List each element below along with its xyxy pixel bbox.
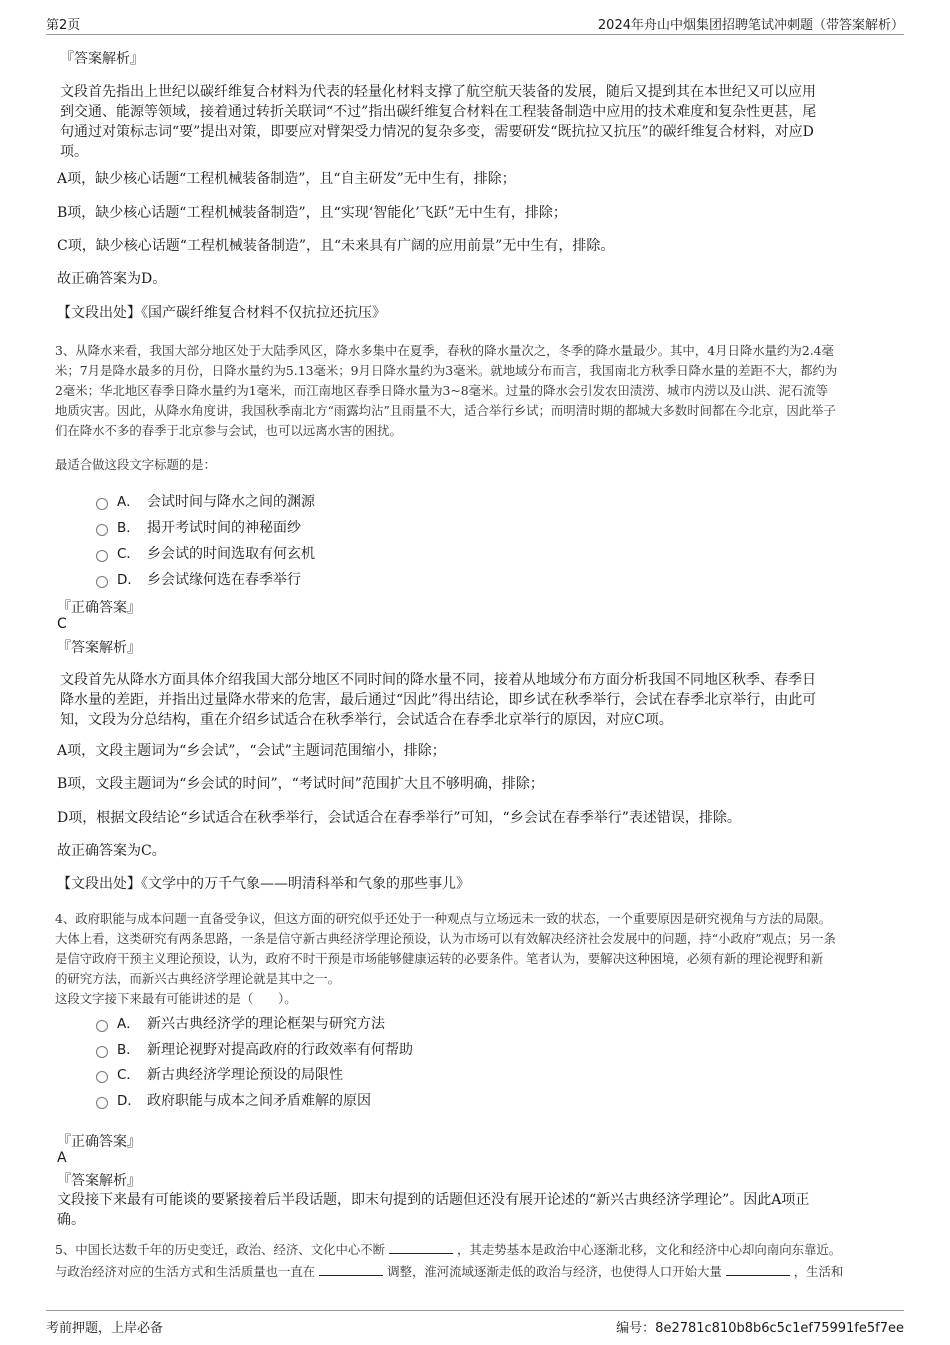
page-header [46, 12, 904, 35]
question-3-option-d[interactable]: D． 乡会试缘何选在春季举行 [96, 568, 301, 588]
passage-source: 【文段出处】《文学中的万千气象——明清科举和气象的那些事儿》 [57, 876, 470, 892]
correct-answer: C [57, 616, 67, 632]
question-5-line-2: 与政治经济对应的生活方式和生活质量也一直在 调整，淮河流域逐渐走低的政治与经济，也使得人口开始大量 ，生活和 [55, 1264, 844, 1279]
analysis-point: A项，文段主题词为“乡会试”，“会试”主题词范围缩小，排除； [57, 743, 446, 759]
footer-slogan: 考前押题，上岸必备 [46, 1321, 164, 1336]
question-5-line-1: 5、中国长达数千年的历史变迁，政治、经济、文化中心不断 ，其走势基本是政治中心逐渐北移，文化和经济中心却向南向东靠近。 [55, 1242, 842, 1257]
document-title: 2024年舟山中烟集团招聘笔试冲刺题（带答案解析） [597, 18, 904, 33]
fill-blank[interactable] [319, 1263, 383, 1276]
correct-answer: A [57, 1150, 67, 1166]
radio-icon[interactable] [96, 1071, 108, 1083]
analysis-point: C项，缺少核心话题“工程机械装备制造”，且“未来具有广阔的应用前景”无中生有，排除。 [57, 238, 615, 254]
fill-blank[interactable] [389, 1241, 453, 1254]
analysis-text: 文段接下来最有可能谈的要紧接着后半段话题，即末句提到的话题但还没有展开论述的“新兴古典经济学理论”。因此A项正 确。 [57, 1192, 810, 1228]
answer-tag: 『正确答案』 [57, 1134, 141, 1150]
question-4-option-b[interactable]: B． 新理论视野对提高政府的行政效率有何帮助 [96, 1038, 413, 1058]
analysis-point: B项，文段主题词为“乡会试的时间”，“考试时间”范围扩大且不够明确，排除； [57, 776, 544, 792]
radio-icon[interactable] [96, 576, 108, 588]
question-4-option-a[interactable]: A． 新兴古典经济学的理论框架与研究方法 [96, 1012, 385, 1032]
analysis-point: B项，缺少核心话题“工程机械装备制造”，且“实现‘智能化’飞跃”无中生有，排除； [57, 205, 567, 221]
question-3-option-a[interactable]: A． 会试时间与降水之间的渊源 [96, 490, 315, 510]
question-3-option-c[interactable]: C． 乡会试的时间选取有何玄机 [96, 542, 315, 562]
radio-icon[interactable] [96, 1046, 108, 1058]
analysis-tag: 『答案解析』 [60, 51, 144, 67]
question-3-prompt: 最适合做这段文字标题的是： [55, 457, 217, 472]
radio-icon[interactable] [96, 524, 108, 536]
question-4-option-d[interactable]: D． 政府职能与成本之间矛盾难解的原因 [96, 1089, 371, 1109]
analysis-text: 文段首先从降水方面具体介绍我国大部分地区不同时间的降水量不同，接着从地域分布方面分析我国不同地区秋季、春季日 降水量的差距，并指出过量降水带来的危害，最后通过“因此”得出结论，即乡试在秋季举行，会试在春季北京举行，由此可 知，文段为分总结构，重在介绍乡试适合在秋季举行，会试适合在春季北京举行的原因，对应C项。 [60, 672, 817, 728]
page-number: 第2页 [46, 18, 81, 33]
analysis-point: A项，缺少核心话题“工程机械装备制造”，且“自主研发”无中生有，排除； [57, 171, 516, 187]
passage-source: 【文段出处】《国产碳纤维复合材料不仅抗拉还抗压》 [57, 305, 386, 321]
question-3-stem: 3、从降水来看，我国大部分地区处于大陆季风区，降水多集中在夏季，春秋的降水量次之，冬季的降水量最少。其中，4月日降水量约为2.4毫 米；7月是降水最多的月份，日降水量约为5.13毫米；9月日降水量约为3毫米。就地域分布而言，我国南北方秋季日降水量的差距不大，都约为 2毫米；华北地区春季日降水量约为1毫米，而江南地区春季日降水量为3~8毫米。过量的降水会引发农田渍涝、城市内涝以及山洪、泥石流等 地质灾害。因此，从降水角度讲，我国秋季南北方“雨露均沾”且雨量不大，适合举行乡试；而明清时期的都城大多数时间都在今北京，因此举子 们在降水不多的春季于北京参与会试，也可以远离水害的困扰。 [55, 343, 838, 438]
question-4-option-c[interactable]: C． 新古典经济学理论预设的局限性 [96, 1063, 343, 1083]
analysis-tag: 『答案解析』 [57, 1173, 141, 1189]
page-footer [46, 1310, 904, 1337]
answer-conclusion: 故正确答案为D。 [57, 271, 167, 287]
radio-icon[interactable] [96, 498, 108, 510]
radio-icon[interactable] [96, 1097, 108, 1109]
document-code: 编号：8e2781c810b8b6c5c1ef75991fe5f7ee [616, 1321, 904, 1336]
analysis-text: 文段首先指出上世纪以碳纤维复合材料为代表的轻量化材料支撑了航空航天装备的发展，随后又提到其在本世纪又可以应用 到交通、能源等领域，接着通过转折关联词“不过”指出碳纤维复合材料在工程装备制造中应用的技术难度和复杂性更甚，尾 句通过对策标志词“要”提出对策，即要应对臂架受力情况的复杂多变，需要研发“既抗拉又抗压”的碳纤维复合材料，对应D 项。 [60, 84, 817, 160]
radio-icon[interactable] [96, 1020, 108, 1032]
analysis-tag: 『答案解析』 [57, 640, 141, 656]
analysis-point: D项，根据文段结论“乡试适合在秋季举行，会试适合在春季举行”可知，“乡会试在春季举行”表述错误，排除。 [57, 810, 741, 826]
question-4-stem: 4、政府职能与成本问题一直备受争议，但这方面的研究似乎还处于一种观点与立场远未一致的状态，一个重要原因是研究视角与方法的局限。 大体上看，这类研究有两条思路，一条是信守新古典经济学理论预设，认为市场可以有效解决经济社会发展中的问题，持“小政府”观点；另一条 是信守政府干预主义理论预设，认为，政府不时干预是市场能够健康运转的必要条件。笔者认为，要解决这种困境，必须有新的理论视野和新 的研究方法，而新兴古典经济学理论就是其中之一。 这段文字接下来最有可能讲述的是（ ）。 [55, 911, 836, 1006]
answer-tag: 『正确答案』 [57, 600, 141, 616]
question-3-option-b[interactable]: B． 揭开考试时间的神秘面纱 [96, 516, 301, 536]
fill-blank[interactable] [726, 1263, 790, 1276]
radio-icon[interactable] [96, 550, 108, 562]
answer-conclusion: 故正确答案为C。 [57, 843, 166, 859]
